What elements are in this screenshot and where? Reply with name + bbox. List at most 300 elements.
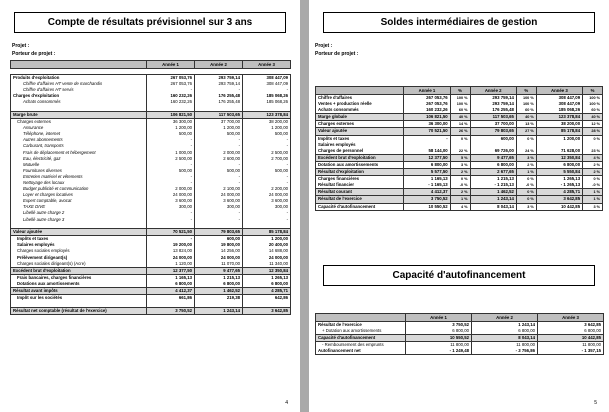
- row-label: Expert comptable, avocat: [11, 198, 147, 204]
- value-cell: 5 550,84: [536, 169, 582, 176]
- value-cell: 1 120,00: [147, 261, 195, 268]
- percent-cell: 1 %: [583, 189, 603, 196]
- value-cell: 4 412,37: [404, 189, 450, 196]
- value-cell: 176 255,48: [470, 107, 516, 114]
- percent-cell: 0 %: [516, 196, 536, 203]
- value-cell: 12 350,84: [243, 267, 291, 274]
- percent-cell: 13 %: [516, 121, 536, 128]
- value-cell: 4 285,71: [536, 189, 582, 196]
- value-cell: 79 803,65: [470, 128, 516, 135]
- percent-cell: 22 %: [450, 148, 470, 155]
- value-cell: 219,38: [195, 295, 243, 302]
- value-cell: 24 000,00: [243, 255, 291, 261]
- header-label: [316, 87, 404, 95]
- table-row: [316, 161, 603, 168]
- caf-table: [315, 313, 604, 355]
- value-cell: 24 000,00: [195, 255, 243, 261]
- value-cell: -: [243, 162, 291, 168]
- value-cell: -: [195, 217, 243, 223]
- percent-cell: 0 %: [583, 135, 603, 142]
- value-cell: 6 800,00: [536, 161, 582, 168]
- row-label: Résultat de l'exercice: [316, 196, 404, 203]
- percent-cell: 4 %: [583, 154, 603, 161]
- row-label: Charges d'exploitation: [11, 93, 147, 99]
- percent-cell: 100 %: [450, 95, 470, 102]
- value-cell: 293 759,14: [470, 95, 516, 102]
- percent-cell: 100 %: [516, 101, 536, 107]
- row-label: Impôts et taxes: [316, 135, 404, 142]
- header-year-2: Année 2: [470, 87, 516, 95]
- row-label: Assurance: [11, 125, 147, 131]
- value-cell: 71 628,00: [536, 148, 582, 155]
- percent-cell: 3 %: [450, 161, 470, 168]
- value-cell: 500,00: [243, 131, 291, 137]
- header-year-2: Année 2: [195, 61, 243, 69]
- value-cell: 24 000,00: [147, 192, 195, 198]
- value-cell: 20 400,00: [243, 242, 291, 248]
- percent-cell: 100 %: [516, 95, 536, 102]
- percent-cell: 5 %: [450, 154, 470, 161]
- value-cell: 160 232,26: [147, 99, 195, 105]
- row-label: Libellé autre charge 3: [11, 217, 147, 223]
- table-row: [316, 322, 604, 329]
- table-row: [11, 267, 291, 274]
- table-row: [316, 348, 604, 355]
- value-cell: 308 447,09: [536, 101, 582, 107]
- value-cell: 185 068,26: [536, 107, 582, 114]
- value-cell: 24 000,00: [195, 192, 243, 198]
- value-cell: 12 377,50: [147, 267, 195, 274]
- value-cell: 38 200,00: [243, 119, 291, 126]
- sig-title: Soldes intermédiaires de gestion: [323, 12, 595, 33]
- value-cell: - 1 357,15: [538, 348, 604, 355]
- table-row: [11, 274, 291, 281]
- header-year-2: Année 2: [472, 314, 538, 322]
- value-cell: 10 550,52: [406, 335, 472, 342]
- value-cell: 500,00: [147, 168, 195, 174]
- value-cell: 3 600,00: [195, 198, 243, 204]
- page-left: [0, 0, 300, 412]
- value-cell: -: [147, 162, 195, 168]
- table-row: [316, 121, 603, 128]
- percent-cell: -0 %: [516, 182, 536, 189]
- value-cell: -: [243, 174, 291, 180]
- value-cell: 11 800,00: [406, 342, 472, 349]
- table-row: [11, 236, 291, 243]
- value-cell: -: [243, 210, 291, 216]
- row-label: Charges sociales dirigeant(s) (Acre): [11, 261, 147, 268]
- row-label: Résultat net comptable (résultat de l'exercice): [11, 307, 147, 314]
- row-label: Libellé autre charge 2: [11, 210, 147, 216]
- row-label: Résultat avant impôts: [11, 288, 147, 295]
- value-cell: 1 215,13: [470, 176, 516, 183]
- table-row: [316, 95, 603, 102]
- table-row: [11, 229, 291, 236]
- percent-cell: -0 %: [450, 182, 470, 189]
- value-cell: -: [243, 143, 291, 149]
- percent-cell: 2 %: [583, 169, 603, 176]
- table-row: [316, 342, 604, 349]
- value-cell: 14 256,00: [195, 248, 243, 254]
- row-label: Valeur ajoutée: [11, 229, 147, 236]
- table-row: [316, 176, 603, 183]
- value-cell: 85 178,84: [243, 229, 291, 236]
- header-label: [316, 314, 406, 322]
- value-cell: 2 200,00: [243, 186, 291, 192]
- value-cell: 36 300,00: [404, 121, 450, 128]
- value-cell: 117 503,65: [470, 114, 516, 121]
- table-row: [11, 261, 291, 268]
- value-cell: 6 800,00: [147, 281, 195, 288]
- page-number: 5: [594, 400, 597, 406]
- table-row: [316, 154, 603, 161]
- value-cell: 300,00: [195, 204, 243, 210]
- project-label: Projet :: [12, 43, 30, 49]
- value-cell: 2 000,00: [147, 186, 195, 192]
- row-label: Chiffre d'affaires HT servis: [11, 87, 147, 93]
- percent-cell: 1 %: [516, 169, 536, 176]
- value-cell: 2 000,00: [195, 150, 243, 156]
- value-cell: 12 350,84: [536, 154, 582, 161]
- value-cell: -: [147, 87, 195, 93]
- value-cell: 1 200,00: [147, 125, 195, 131]
- percent-cell: 2 %: [450, 189, 470, 196]
- value-cell: 1 200,00: [243, 236, 291, 243]
- value-cell: -: [147, 236, 195, 243]
- value-cell: -: [147, 210, 195, 216]
- percent-cell: 60 %: [450, 107, 470, 114]
- row-label: Charges financières: [316, 176, 404, 183]
- value-cell: -: [195, 87, 243, 93]
- header-label: [11, 61, 147, 69]
- table-row: [11, 281, 291, 288]
- row-label: - Remboursement des emprunts: [316, 342, 406, 349]
- value-cell: 6 800,00: [243, 281, 291, 288]
- row-label: Frais de déplacement et hébergement: [11, 150, 147, 156]
- table-row: [316, 128, 603, 135]
- value-cell: 2 500,00: [243, 150, 291, 156]
- value-cell: 123 378,84: [243, 111, 291, 118]
- percent-cell: 0 %: [583, 176, 603, 183]
- value-cell: 185 068,26: [243, 93, 291, 99]
- value-cell: - 3 756,86: [472, 348, 538, 355]
- percent-cell: 60 %: [516, 107, 536, 114]
- table-row: [11, 295, 291, 302]
- value-cell: 308 447,09: [243, 75, 291, 82]
- sig-table: [315, 86, 603, 211]
- table-row: [316, 148, 603, 155]
- table-row: [316, 196, 603, 203]
- table-row: [316, 203, 603, 210]
- value-cell: 3 642,85: [538, 322, 604, 329]
- row-label: Charges sociales employés: [11, 248, 147, 254]
- header-year-3: Année 3: [243, 61, 291, 69]
- value-cell: 293 759,14: [195, 75, 243, 82]
- value-cell: 11 800,00: [538, 342, 604, 349]
- value-cell: 12 377,50: [404, 154, 450, 161]
- value-cell: -: [147, 174, 195, 180]
- project-owner-label: Porteur de projet :: [12, 51, 56, 57]
- value-cell: 24 000,00: [147, 255, 195, 261]
- row-label: Résultat d'exploitation: [316, 169, 404, 176]
- value-cell: 160 232,26: [404, 107, 450, 114]
- value-cell: -: [147, 217, 195, 223]
- row-label: Salaires employés: [11, 242, 147, 248]
- percent-cell: 0 %: [516, 189, 536, 196]
- value-cell: 2 677,65: [470, 169, 516, 176]
- value-cell: 11 800,00: [472, 342, 538, 349]
- row-label: Mutuelle: [11, 162, 147, 168]
- value-cell: 2 100,00: [195, 186, 243, 192]
- value-cell: 600,00: [195, 236, 243, 243]
- row-label: Achats consommés: [11, 99, 147, 105]
- value-cell: 11 070,00: [195, 261, 243, 268]
- value-cell: 6 800,00: [195, 281, 243, 288]
- value-cell: 1 165,13: [404, 176, 450, 183]
- percent-cell: 2 %: [516, 161, 536, 168]
- percent-cell: 12 %: [583, 121, 603, 128]
- value-cell: 85 178,84: [536, 128, 582, 135]
- value-cell: 6 800,00: [470, 161, 516, 168]
- value-cell: 176 255,48: [195, 93, 243, 99]
- value-cell: 185 068,26: [243, 99, 291, 105]
- value-cell: -: [147, 143, 195, 149]
- value-cell: 38 200,00: [536, 121, 582, 128]
- value-cell: 106 821,50: [404, 114, 450, 121]
- value-cell: 3 642,85: [243, 307, 291, 314]
- value-cell: -: [243, 180, 291, 186]
- value-cell: 6 800,00: [472, 328, 538, 335]
- table-row: [316, 169, 603, 176]
- row-label: Produits d'exploitation: [11, 75, 147, 82]
- value-cell: - 1 215,13: [470, 182, 516, 189]
- percent-cell: 1 %: [450, 196, 470, 203]
- header-pct-2: %: [516, 87, 536, 95]
- percent-cell: 100 %: [583, 95, 603, 102]
- value-cell: 267 053,76: [404, 95, 450, 102]
- value-cell: 3 750,52: [147, 307, 195, 314]
- value-cell: 3 642,85: [536, 196, 582, 203]
- value-cell: 3 600,00: [243, 198, 291, 204]
- value-cell: -: [243, 137, 291, 143]
- value-cell: 642,86: [243, 295, 291, 302]
- row-label: Dotation aux amortissements: [316, 161, 404, 168]
- value-cell: 1 200,00: [536, 135, 582, 142]
- header-year-1: Année 1: [406, 314, 472, 322]
- header-year-1: Année 1: [404, 87, 450, 95]
- value-cell: 267 053,76: [147, 81, 195, 87]
- caf-title: Capacité d'autofinancement: [323, 265, 595, 286]
- table-row: [316, 135, 603, 142]
- value-cell: 6 800,00: [404, 161, 450, 168]
- table-row: [11, 288, 291, 295]
- row-label: + Dotation aux amortissements: [316, 328, 406, 335]
- row-label: Impôts et taxes: [11, 236, 147, 243]
- percent-cell: 40 %: [516, 114, 536, 121]
- value-cell: 4 285,71: [243, 288, 291, 295]
- row-label: Charges externes: [316, 121, 404, 128]
- percent-cell: 3 %: [516, 203, 536, 210]
- value-cell: -: [195, 174, 243, 180]
- row-label: Chiffre d'affaires HT vente de marchandis: [11, 81, 147, 87]
- value-cell: 5 577,50: [404, 169, 450, 176]
- row-label: Salaires employés: [316, 142, 404, 148]
- value-cell: 37 700,00: [470, 121, 516, 128]
- percent-cell: 27 %: [516, 128, 536, 135]
- value-cell: 267 053,76: [404, 101, 450, 107]
- value-cell: 661,86: [147, 295, 195, 302]
- row-label: Téléphone, internet: [11, 131, 147, 137]
- row-label: Marge brute: [11, 111, 147, 118]
- percent-cell: 40 %: [583, 114, 603, 121]
- value-cell: 1 243,14: [470, 196, 516, 203]
- value-cell: 160 232,26: [147, 93, 195, 99]
- value-cell: 70 521,50: [147, 229, 195, 236]
- page-right: [309, 0, 609, 412]
- table-row: [11, 119, 291, 126]
- percent-cell: 24 %: [516, 148, 536, 155]
- percent-cell: 2 %: [583, 161, 603, 168]
- row-label: Charges de personnel: [316, 148, 404, 155]
- percent-cell: 26 %: [450, 128, 470, 135]
- value-cell: 176 255,48: [195, 99, 243, 105]
- value-cell: 1 200,00: [195, 125, 243, 131]
- value-cell: 37 700,00: [195, 119, 243, 126]
- value-cell: -: [195, 162, 243, 168]
- value-cell: -: [195, 210, 243, 216]
- percent-cell: 100 %: [450, 101, 470, 107]
- value-cell: 308 447,09: [536, 95, 582, 102]
- value-cell: 267 053,76: [147, 75, 195, 82]
- header-year-3: Année 3: [538, 314, 604, 322]
- value-cell: 79 803,65: [195, 229, 243, 236]
- value-cell: 3 600,00: [147, 198, 195, 204]
- table-row: [316, 189, 603, 196]
- value-cell: 500,00: [243, 168, 291, 174]
- value-cell: - 1 165,13: [404, 182, 450, 189]
- value-cell: 70 521,50: [404, 128, 450, 135]
- value-cell: 2 700,00: [243, 156, 291, 162]
- income-statement-title: Compte de résultats prévisionnel sur 3 ans: [14, 12, 286, 33]
- value-cell: 293 759,14: [470, 101, 516, 107]
- value-cell: 10 442,85: [536, 203, 582, 210]
- value-cell: 2 600,00: [195, 156, 243, 162]
- row-label: Valeur ajoutée: [316, 128, 404, 135]
- value-cell: 106 821,50: [147, 111, 195, 118]
- value-cell: 123 378,84: [536, 114, 582, 121]
- project-label: Projet :: [315, 43, 333, 49]
- row-label: Entretien matériel et vêtements: [11, 174, 147, 180]
- percent-cell: 4 %: [450, 203, 470, 210]
- value-cell: -: [195, 143, 243, 149]
- value-cell: 69 726,00: [470, 148, 516, 155]
- row-label: Nettoyage des locaux: [11, 180, 147, 186]
- row-label: Capacité d'autofinancement: [316, 335, 406, 342]
- value-cell: 1 265,13: [243, 274, 291, 281]
- table-row: [316, 328, 604, 335]
- value-cell: 500,00: [147, 131, 195, 137]
- value-cell: 2 500,00: [147, 156, 195, 162]
- value-cell: 36 300,00: [147, 119, 195, 126]
- value-cell: 1 165,13: [147, 274, 195, 281]
- percent-cell: 23 %: [583, 148, 603, 155]
- percent-cell: 0 %: [516, 135, 536, 142]
- table-row: [316, 335, 604, 342]
- value-cell: 500,00: [195, 131, 243, 137]
- value-cell: 3 750,52: [406, 322, 472, 329]
- percent-cell: 3 %: [516, 154, 536, 161]
- row-label: Résultat de l'exercice: [316, 322, 406, 329]
- value-cell: 117 503,65: [195, 111, 243, 118]
- row-label: Prélèvement dirigeant(s): [11, 255, 147, 261]
- value-cell: 1 462,52: [470, 189, 516, 196]
- value-cell: 4 412,37: [147, 288, 195, 295]
- value-cell: 1 243,14: [195, 307, 243, 314]
- row-label: Achats consommés: [316, 107, 404, 114]
- value-cell: 11 340,00: [243, 261, 291, 268]
- page-number: 4: [285, 400, 288, 406]
- row-label: Ventes + production réelle: [316, 101, 404, 107]
- value-cell: 600,00: [470, 135, 516, 142]
- row-label: Budget publicité et communication: [11, 186, 147, 192]
- row-label: Charges externes: [11, 119, 147, 126]
- percent-cell: 0 %: [450, 135, 470, 142]
- value-cell: 293 759,14: [195, 81, 243, 87]
- percent-cell: 0 %: [516, 176, 536, 183]
- value-cell: 8 043,14: [472, 335, 538, 342]
- percent-cell: 0 %: [450, 176, 470, 183]
- value-cell: 1 200,00: [243, 125, 291, 131]
- row-label: Autres abonnements: [11, 137, 147, 143]
- value-cell: 1 000,00: [147, 150, 195, 156]
- table-row: [11, 307, 291, 314]
- percent-cell: -0 %: [583, 182, 603, 189]
- row-label: Dotations aux amortissements: [11, 281, 147, 288]
- value-cell: -: [243, 87, 291, 93]
- header-pct-3: %: [583, 87, 603, 95]
- percent-cell: 100 %: [583, 101, 603, 107]
- percent-cell: 60 %: [583, 107, 603, 114]
- row-label: Excédent brut d'exploitation: [316, 154, 404, 161]
- table-row: [316, 182, 603, 189]
- value-cell: -: [404, 135, 450, 142]
- row-label: Eau, électricité, gaz: [11, 156, 147, 162]
- project-owner-label: Porteur de projet :: [315, 51, 359, 57]
- value-cell: 1 462,52: [195, 288, 243, 295]
- percent-cell: 28 %: [583, 128, 603, 135]
- value-cell: 300,00: [243, 204, 291, 210]
- table-row: [316, 114, 603, 121]
- value-cell: 19 200,00: [147, 242, 195, 248]
- value-cell: -: [147, 180, 195, 186]
- percent-cell: 2 %: [450, 169, 470, 176]
- value-cell: 308 447,09: [243, 81, 291, 87]
- row-label: Carburant, transports: [11, 143, 147, 149]
- row-label: Marge globale: [316, 114, 404, 121]
- value-cell: 14 688,00: [243, 248, 291, 254]
- percent-cell: 40 %: [450, 114, 470, 121]
- percent-cell: 3 %: [583, 203, 603, 210]
- value-cell: -: [147, 137, 195, 143]
- value-cell: 13 824,00: [147, 248, 195, 254]
- row-label: Impôt sur les sociétés: [11, 295, 147, 302]
- row-label: Résultat courant: [316, 189, 404, 196]
- row-label: Autofinancement net: [316, 348, 406, 355]
- row-label: Chiffre d'affaires: [316, 95, 404, 102]
- row-label: TAXE DIVE: [11, 204, 147, 210]
- header-pct-1: %: [450, 87, 470, 95]
- table-row: [11, 111, 291, 118]
